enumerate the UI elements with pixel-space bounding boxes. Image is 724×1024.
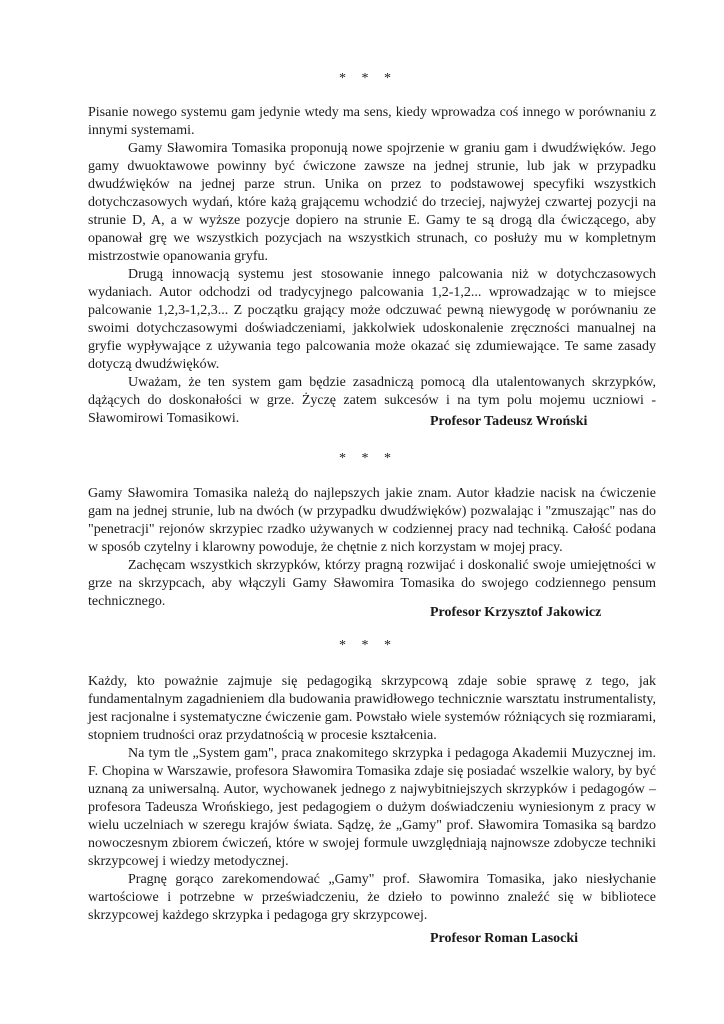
section-2-text [88, 485, 656, 611]
section-separator: * * * [339, 638, 397, 653]
paragraph: Gamy Sławomira Tomasika proponują nowe spojrzenie w graniu gam i dwudźwięków. Jego gamy dwuoktawowe powinny być ćwiczone zawsze na jednej strunie, lub jak w przypadku dwudźwięków na jednej parze strun. Unika on przez to podstawowej specyfiki wszystkich dotychczasowych wydań, które każą grającemu wchodzić do trzeciej, najwyżej czwartej pozycji na strunie D, A, a w wyższe pozycje dopiero na strunie E. Gamy te są drogą dla ćwiczącego, aby opanował grę we wszystkich pozycjach na wszystkich strunach, co posłuży mu w kompletnym mistrzostwie opanowania gryfu. [88, 141, 656, 264]
signature-jakowicz: Profesor Krzysztof Jakowicz [430, 605, 602, 620]
signature-lasocki: Profesor Roman Lasocki [430, 931, 579, 946]
section-1-text [88, 104, 656, 428]
paragraph: Każdy, kto poważnie zajmuje się pedagogiką skrzypcową zdaje sobie sprawę z tego, jak fundamentalnym zagadnieniem dla budowania prawidłowego technicznie warsztatu instrumentalisty, jest racjonalne i systematyczne ćwiczenie gam. Powstało wiele systemów różniących się rozmiarami, stopniem trudności oraz przydatnością w procesie kształcenia. [88, 674, 656, 743]
section-separator: * * * [339, 71, 397, 86]
paragraph: Uważam, że ten system gam będzie zasadniczą pomocą dla utalentowanych skrzypków, dążących do doskonałości w grze. Życzę zatem sukcesów i na tym polu mojemu uczniowi - Sławomirowi Tomasikowi. [88, 375, 656, 426]
paragraph: Drugą innowacją systemu jest stosowanie innego palcowania niż w dotychczasowych wydaniach. Autor odchodzi od tradycyjnego palcowania 1,2-1,2... wprowadzając w to miejsce palcowanie 1,2,3-1,2,3... Z początku grający może odczuwać pewną niewygodę w porównaniu ze swoimi dotychczasowymi doświadczeniami, jakkolwiek udoskonalenie zręczności manualnej na gryfie wypływające z używania tego palcowania może okazać się zdumiewające. Te same zasady dotyczą dwudźwięków. [88, 267, 656, 372]
paragraph: Zachęcam wszystkich skrzypków, którzy pragną rozwijać i doskonalić swoje umiejętności w grze na skrzypcach, aby włączyli Gamy Sławomira Tomasika do swojego codziennego pensum technicznego. [88, 558, 656, 609]
paragraph: Gamy Sławomira Tomasika należą do najlepszych jakie znam. Autor kładzie nacisk na ćwiczenie gam na jednej strunie, lub na dwóch (w przypadku dwudźwięków) pozwalając i "zmuszając" nas do "penetracji" rejonów skrzypiec rzadko używanych w codziennej pracy nad techniką. Całość podana w sposób czytelny i klarowny powoduje, że chętnie z nich korzystam w mojej pracy. [88, 486, 656, 555]
paragraph: Pisanie nowego systemu gam jedynie wtedy ma sens, kiedy wprowadza coś innego w porównaniu z innymi systemami. [88, 105, 656, 138]
paragraph: Pragnę gorąco zarekomendować „Gamy" prof. Sławomira Tomasika, jako niesłychanie wartościowe i potrzebne w przeświadczeniu, że dzieło to powinno znaleźć się w bibliotece skrzypcowej każdego skrzypka i pedagoga gry skrzypcowej. [88, 872, 656, 923]
paragraph: Na tym tle „System gam", praca znakomitego skrzypka i pedagoga Akademii Muzycznej im. F. Chopina w Warszawie, profesora Sławomira Tomasika zdaje się posiadać wszelkie walory, by być uznaną za uniwersalną. Autor, wychowanek jednego z najwybitniejszych skrzypków i pedagogów – profesora Tadeusza Wrońskiego, jest pedagogiem o dużym doświadczeniu wyniesionym z pracy w wielu uczelniach w szeregu krajów świata. Sądzę, że „Gamy" prof. Sławomira Tomasika są bardzo nowoczesnym zbiorem ćwiczeń, które w swojej formule uwzględniają najnowsze zdobycze techniki skrzypcowej i wiedzy metodycznej. [88, 746, 656, 869]
signature-wronski: Profesor Tadeusz Wroński [430, 414, 588, 429]
section-separator: * * * [339, 451, 397, 466]
section-3-text [88, 673, 656, 925]
